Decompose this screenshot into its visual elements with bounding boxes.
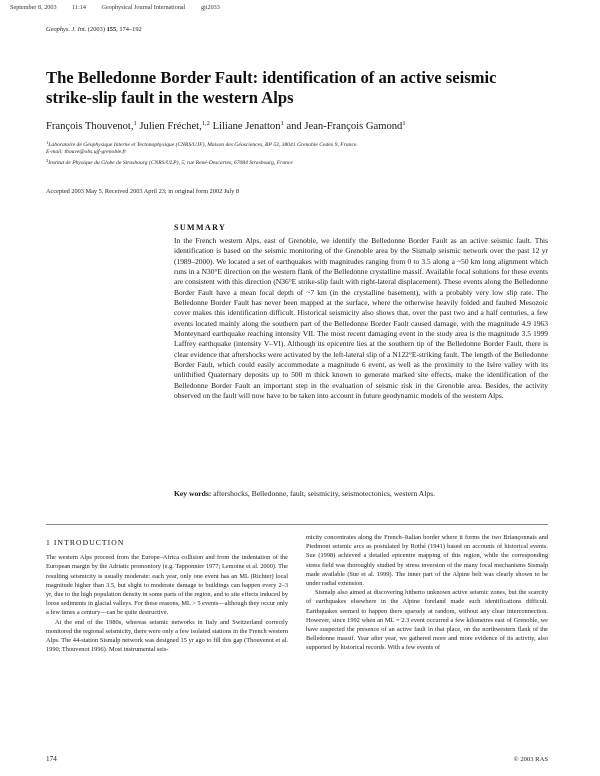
- right-column: [306, 533, 548, 653]
- author-name: and Jean-François Gamond: [286, 121, 403, 132]
- page-number: 174: [46, 755, 57, 763]
- header-time: 11:14: [72, 4, 86, 11]
- affiliation-mark: 2: [46, 158, 49, 163]
- header-date: September 8, 2003: [10, 4, 57, 11]
- body-paragraph: At the end of the 1980s, whereas seismic networks in Italy and Switzerland correctly monitored the regional seismicity, there were only a few isolated stations in the French western Alps. The 44-station Sismalp network was designed 15 yr ago to fill this gap (Thouvenot et al. 1990; Thouvenot 1996). Most instrumental seis-: [46, 618, 288, 654]
- body-paragraph: The western Alps proceed from the Europe–Africa collision and from the indentation of the European margin by the Adriatic promontory (e.g. Tapponnier 1977; Lemoine et al. 2000). The resulting seismicity is usually moderate: each year, only one event has an ML (Richter) local magnitude higher than 3.5, but slight to moderate damage to buildings can happen every 2–3 yr, due to the high population density in some parts of the region, and to site effects induced by loose sediments in glacial valleys. For these reasons, ML > 5 events—although they occur only a few times a century—can be quite destructive.: [46, 554, 288, 617]
- affiliation: [46, 157, 566, 167]
- affiliation-text: Institut de Physique du Globe de Strasbourg (CNRS/ULP), 5, rue René-Descartes, 67084 Strasbourg, France: [48, 160, 293, 166]
- running-header: [10, 4, 234, 11]
- citation-volume: 155: [106, 26, 117, 33]
- author-affil-mark: 1: [280, 120, 284, 127]
- received-accepted-dates: Accepted 2003 May 5. Received 2003 April 23; in original form 2002 July 8: [46, 188, 240, 195]
- paper-title: The Belledonne Border Fault: identification of an active seismic strike-slip fault in the western Alps: [46, 68, 497, 107]
- keywords: [174, 489, 548, 499]
- header-file: gji2033: [200, 4, 220, 11]
- citation-year: (2003): [87, 26, 105, 33]
- author-name: Julien Fréchet,: [139, 121, 202, 132]
- keywords-list: aftershocks, Belledonne, fault, seismicity, seismotectonics, western Alps.: [213, 489, 436, 498]
- body-paragraph: micity concentrates along the French–Italian border where it forms the two Briançonnais and Piedmont seismic arcs as postulated by Rothé (1941) based on accounts of historical events. Sue (1998) achieved a detailed epicentre mapping of this region, while the corresponding stress field was thoroughly studied by stress inversion of the many focal mechanisms Sismalp made available (Sue et al. 1999). The inner part of the Alpine belt was clearly shown to be under radial extension.: [306, 534, 548, 588]
- summary-heading: SUMMARY: [174, 223, 227, 232]
- keywords-label: Key words:: [174, 489, 212, 498]
- summary-text: In the French western Alps, east of Grenoble, we identify the Belledonne Border Fault as an active seismic fault. This identification is based on the seismic monitoring of the Grenoble area by the Sismalp seismic network over the past 12 yr (1989–2000). We located a set of earthquakes with magnitudes ranging from 0 to 3.5 along a ~50 km long alignment which runs in a N30°E direction on the western flank of the Belledonne crystalline massif. Available focal solutions for these events are consistent with this direction (N36°E strike-slip fault with right-lateral displacement). These events along the Belledonne Border Fault have a mean focal depth of ~7 km (in the crystalline basement), with a probably very low slip rate. The Belledonne Border Fault has never been mapped at the surface, where the otherwise heavily folded and faulted Mesozoic cover makes this identification difficult. Historical seismicity also shows that, over the past two and a half centuries, a few events located mainly along the southern part of the Belledonne Border Fault caused damage, with the magnitude 4.9 1963 Monteynard earthquake reaching intensity VII. The most recent damaging event in the study area is the magnitude 3.5 1999 Laffrey earthquake (intensity V–VI). Although its epicentre lies at the southern tip of the Belledonne Border Fault, there is clear evidence that aftershocks were activated by the left-lateral slip of a N122°E-striking fault. The length of the Belledonne Border Fault, which could easily accommodate a magnitude 6 event, as well as the proximity to the Isère valley with its unlithified Quaternary deposits up to 500 m thick known to generate marked site effects, make the identification of the Belledonne Border Fault an important step in the evaluation of seismic risk in the Grenoble area. Besides, the activity observed on the fault will now have to be taken into account in future geodynamic models of the western Alps.: [174, 236, 548, 401]
- author-list: [46, 120, 566, 134]
- header-journal: Geophysical Journal International: [101, 4, 186, 11]
- author-name: François Thouvenot,: [46, 121, 134, 132]
- email-text: E-mail: thouve@obs.ujf-grenoble.fr: [46, 149, 127, 155]
- copyright-notice: © 2003 RAS: [513, 756, 548, 763]
- left-column: [46, 538, 288, 654]
- section-heading: 1 INTRODUCTION: [46, 538, 125, 547]
- section-divider: [46, 524, 548, 525]
- citation-journal: Geophys. J. Int.: [46, 26, 87, 33]
- author-affil-mark: 1,2: [201, 120, 210, 127]
- body-paragraph: Sismalp also aimed at discovering hitherto unknown active seismic zones, but the scarcity of earthquakes elsewhere in the Alpine foreland made such identifications difficult. Earthquakes seemed to happen there sparsely at random, without any clear interconnection. However, since 1992 when an ML = 2.3 event occurred a few kilometres east of Grenoble, we have suspected the presence of an active fault in that place, on the northwestern flank of the Belledonne massif. Year after year, we gathered more and more evidence of its activity, also supported by historical records. With a few events of: [306, 589, 548, 652]
- author-affil-mark: 1: [402, 120, 406, 127]
- journal-citation: [46, 26, 142, 33]
- affiliation-mark: 1: [46, 140, 49, 145]
- affiliation-text: Laboratoire de Géophysique Interne et Tectonophysique (CNRS/UJF), Maison des Géosciences, BP 53, 38041 Grenoble Cedex 9, France.: [48, 142, 358, 148]
- citation-pages: , 174–192: [116, 26, 142, 33]
- author-affil-mark: 1: [133, 120, 137, 127]
- affiliation-email: [46, 148, 566, 156]
- author-name: Liliane Jenatton: [212, 121, 281, 132]
